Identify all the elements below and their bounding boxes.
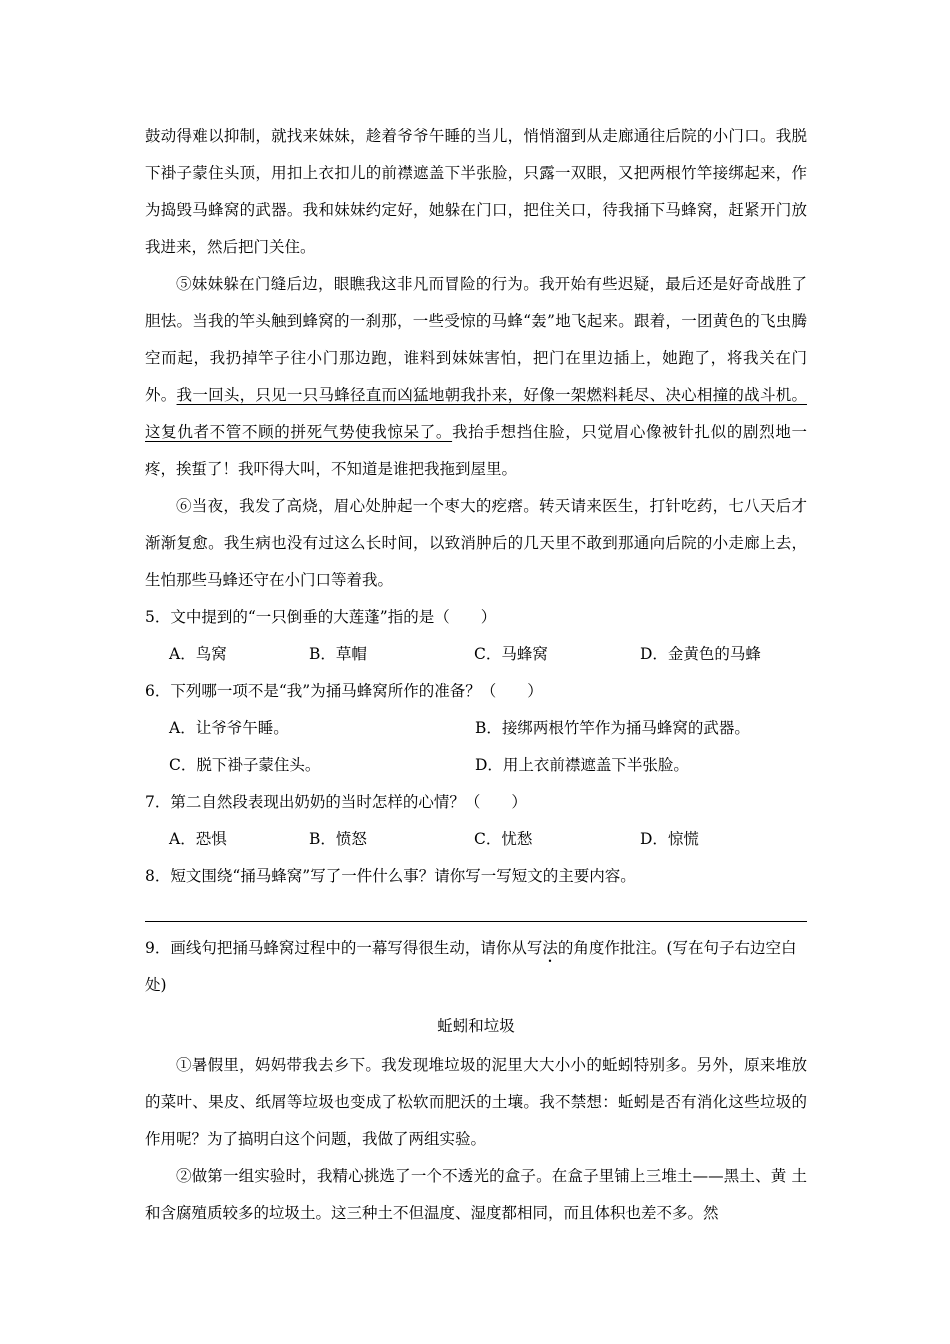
q6-option-b[interactable]: B．接绑两根竹竿作为捅马蜂窝的武器。 xyxy=(475,719,750,737)
question-6-options xyxy=(145,710,807,784)
q5-option-d[interactable]: D．金黄色的马蜂 xyxy=(640,645,761,663)
q7-option-b[interactable]: B．愤怒 xyxy=(309,830,367,848)
passage1-paragraph-4-cont: 鼓动得难以抑制，就找来妹妹，趁着爷爷午睡的当儿，悄悄溜到从走廊通往后院的小门口。我脱下褂子蒙住头顶，用扣上衣扣儿的前襟遮盖下半张脸，只露一双眼，又把两根竹竿接绑起来，作为捣毁马蜂窝的武器。我和妹妹约定好，她躲在门口，把住关口，待我捅下马蜂窝，赶紧开门放我进来，然后把门关住。 xyxy=(145,127,807,256)
passage1-paragraph-5 xyxy=(145,266,807,488)
q9-stem-a: 9．画线句把捅马蜂窝过程中的一幕写得很生动，请你从写 xyxy=(145,939,543,957)
question-5-options xyxy=(145,636,807,673)
q5-option-a[interactable]: A．鸟窝 xyxy=(169,645,227,663)
passage1-paragraph-6: ⑥当夜，我发了高烧，眉心处肿起一个枣大的疙瘩。转天请来医生，打针吃药，七八天后才渐渐复愈。我生病也没有过这么长时间，以致消肿后的几天里不敢到那通向后院的小走廊上去，生怕那些马蜂还守在小门口等着我。 xyxy=(145,497,807,589)
question-9-stem xyxy=(145,930,807,1004)
question-7-options xyxy=(145,821,807,858)
passage2-paragraph-1: ①暑假里，妈妈带我去乡下。我发现堆垃圾的泥里大大小小的蚯蚓特别多。另外，原来堆放的菜叶、果皮、纸屑等垃圾也变成了松软而肥沃的土壤。我不禁想：蚯蚓是否有消化这些垃圾的作用呢？为了搞明白这个问题，我做了两组实验。 xyxy=(145,1056,807,1148)
question-8-stem: 8．短文围绕“捅马蜂窝”写了一件什么事？请你写一写短文的主要内容。 xyxy=(145,867,636,885)
question-8-answer-line[interactable] xyxy=(145,895,807,922)
underlined-sentence: 我一回头，只见一只马蜂径直而凶猛地朝我扑来，好像一架燃料耗尽、决心相撞的战斗机。这复仇者不管不顾的拼死气势使我惊呆了。 xyxy=(145,386,807,441)
q5-option-c[interactable]: C．马蜂窝 xyxy=(474,645,548,663)
p5-text-b: 我抬手想挡住脸，只觉眉心像被针扎似的剧烈地一疼，挨蜇了！我吓得大叫，不知道是谁把我拖到屋里。 xyxy=(145,423,807,478)
q6-option-d[interactable]: D．用上衣前襟遮盖下半张脸。 xyxy=(475,756,689,774)
q7-option-c[interactable]: C．忧愁 xyxy=(474,830,533,848)
page-content xyxy=(145,118,807,1232)
passage2-title: 蚯蚓和垃圾 xyxy=(437,1017,515,1035)
q9-stem-dotted-char: 法 xyxy=(542,939,558,957)
question-7-stem: 7．第二自然段表现出奶奶的当时怎样的心情？（ ） xyxy=(145,793,527,811)
q6-option-a[interactable]: A．让爷爷午睡。 xyxy=(169,719,289,737)
q5-option-b[interactable]: B．草帽 xyxy=(309,645,367,663)
q7-option-d[interactable]: D．惊慌 xyxy=(640,830,699,848)
p5-text-a: ⑤妹妹躲在门缝后边，眼瞧我这非凡而冒险的行为。我开始有些迟疑，最后还是好奇战胜了胆怯。当我的竿头触到蜂窝的一刹那，一些受惊的马蜂“轰”地飞起来。跟着，一团黄色的飞虫腾空而起，我扔掉竿子往小门那边跑，谁料到妹妹害怕，把门在里边插上，她跑了，将我关在门外。 xyxy=(145,275,807,404)
question-5-stem: 5．文中提到的“一只倒垂的大莲蓬”指的是（ ） xyxy=(145,608,497,626)
question-6-stem: 6．下列哪一项不是“我”为捅马蜂窝所作的准备？（ ） xyxy=(145,682,543,700)
q6-option-c[interactable]: C．脱下褂子蒙住头。 xyxy=(169,756,321,774)
q9-stem-b: 的角度作批注。(写在句子右边空白处) xyxy=(145,939,797,994)
q7-option-a[interactable]: A．恐惧 xyxy=(169,830,227,848)
passage2-paragraph-2: ②做第一组实验时，我精心挑选了一个不透光的盒子。在盒子里铺上三堆土——黑土、黄 土和含腐殖质较多的垃圾土。这三种土不但温度、湿度都相同，而且体积也差不多。然 xyxy=(145,1167,807,1222)
